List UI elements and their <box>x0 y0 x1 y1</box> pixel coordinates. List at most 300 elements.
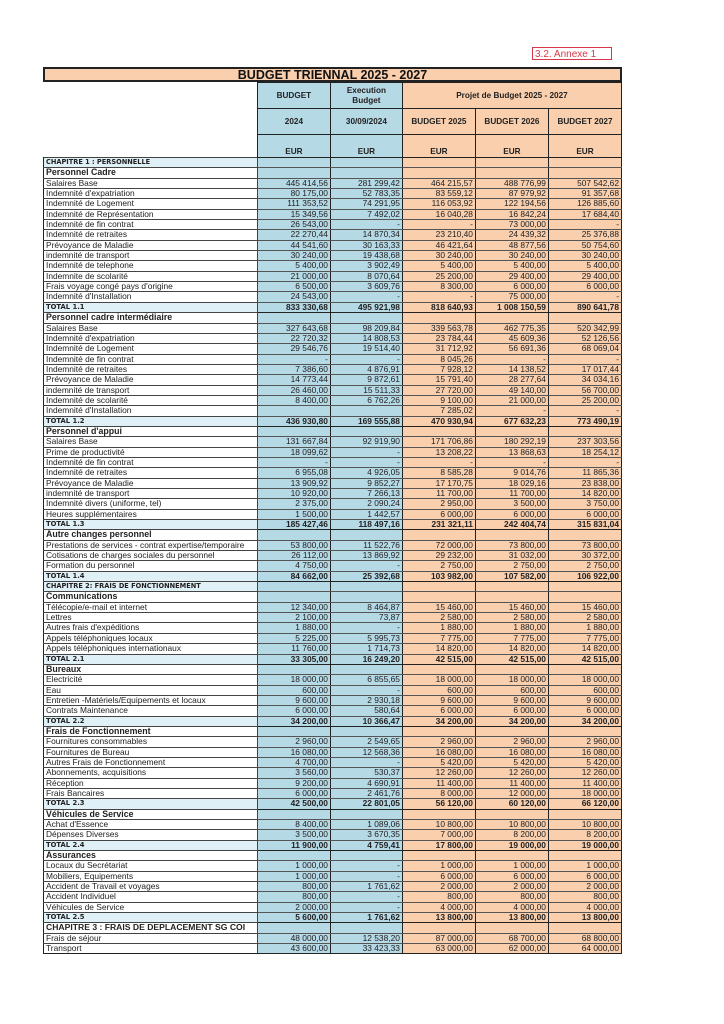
header-year-2024: 2024 <box>257 109 330 135</box>
cell-budget-2027: 1 000,00 <box>548 861 621 871</box>
cell-budget-2024: 12 340,00 <box>257 602 330 612</box>
cell-budget-2027: 773 490,19 <box>548 416 621 426</box>
row-label: TOTAL 2.3 <box>44 799 258 809</box>
cell-budget-2025: 8 300,00 <box>402 282 475 292</box>
cell-budget-2025: 231 321,11 <box>402 520 475 530</box>
row-label: TOTAL 1.3 <box>44 520 258 530</box>
cell-budget-2027: 19 000,00 <box>548 840 621 850</box>
cell-budget-2027 <box>548 809 621 819</box>
cell-budget-2025 <box>402 426 475 436</box>
cell-budget-2026: 62 000,00 <box>475 944 548 954</box>
cell-budget-2026: 75 000,00 <box>475 292 548 302</box>
cell-execution-2024: 4 690,91 <box>330 778 402 788</box>
table-row <box>44 437 622 447</box>
cell-budget-2024: 9 200,00 <box>257 778 330 788</box>
row-label: Personnel d'appui <box>44 426 258 436</box>
cell-budget-2027: 9 600,00 <box>548 695 621 705</box>
row-label: Indemnité de telephone <box>44 261 258 271</box>
cell-execution-2024: 19 438,68 <box>330 251 402 261</box>
cell-budget-2024 <box>257 851 330 861</box>
cell-execution-2024: - <box>330 561 402 571</box>
table-row <box>44 613 622 623</box>
row-label: indemnité de transport <box>44 489 258 499</box>
cell-budget-2026: - <box>475 406 548 416</box>
chapter-row <box>44 582 622 592</box>
row-label: Indemnité de retraites <box>44 230 258 240</box>
section-row <box>44 426 622 436</box>
cell-budget-2025: 23 210,40 <box>402 230 475 240</box>
cell-budget-2025: 2 750,00 <box>402 561 475 571</box>
cell-execution-2024 <box>330 809 402 819</box>
cell-budget-2024: 42 500,00 <box>257 799 330 809</box>
cell-budget-2024: 29 546,76 <box>257 344 330 354</box>
cell-budget-2027: 14 820,00 <box>548 644 621 654</box>
cell-execution-2024: - <box>330 861 402 871</box>
cell-budget-2027: - <box>548 354 621 364</box>
cell-execution-2024: 118 497,16 <box>330 520 402 530</box>
cell-execution-2024 <box>330 168 402 178</box>
row-label: TOTAL 1.1 <box>44 302 258 312</box>
cell-budget-2027: 34 034,16 <box>548 375 621 385</box>
cell-budget-2026 <box>475 592 548 602</box>
row-label: Bureaux <box>44 664 258 674</box>
cell-execution-2024 <box>330 851 402 861</box>
cell-budget-2027: 1 880,00 <box>548 623 621 633</box>
cell-budget-2025 <box>402 582 475 592</box>
cell-budget-2027 <box>548 923 621 933</box>
row-label: Prévoyance de Maladie <box>44 375 258 385</box>
table-row <box>44 882 622 892</box>
table-row <box>44 602 622 612</box>
cell-budget-2025: - <box>402 457 475 467</box>
cell-execution-2024: 2 461,76 <box>330 788 402 798</box>
row-label: Télécopie/e-mail et internet <box>44 602 258 612</box>
cell-execution-2024: 6 762,26 <box>330 395 402 405</box>
cell-budget-2025: 56 120,00 <box>402 799 475 809</box>
cell-budget-2024: 436 930,80 <box>257 416 330 426</box>
table-row <box>44 354 622 364</box>
cell-budget-2025: 42 515,00 <box>402 654 475 664</box>
chapter-row <box>44 158 622 168</box>
cell-budget-2024: 131 667,84 <box>257 437 330 447</box>
cell-execution-2024: 22 801,05 <box>330 799 402 809</box>
row-label: Indemnité d'Installation <box>44 406 258 416</box>
cell-budget-2027: 2 580,00 <box>548 613 621 623</box>
cell-budget-2024: 600,00 <box>257 685 330 695</box>
cell-budget-2024: 185 427,46 <box>257 520 330 530</box>
cell-budget-2025: 25 200,00 <box>402 271 475 281</box>
cell-budget-2027: 11 400,00 <box>548 778 621 788</box>
cell-budget-2027: 890 641,78 <box>548 302 621 312</box>
cell-budget-2025: 11 700,00 <box>402 489 475 499</box>
cell-budget-2027: 64 000,00 <box>548 944 621 954</box>
cell-budget-2024: 2 100,00 <box>257 613 330 623</box>
section-row <box>44 168 622 178</box>
row-label: Indemnité de scolarité <box>44 395 258 405</box>
cell-budget-2025: 1 880,00 <box>402 623 475 633</box>
cell-budget-2027 <box>548 582 621 592</box>
cell-budget-2027 <box>548 664 621 674</box>
cell-budget-2027 <box>548 851 621 861</box>
row-label: indemnité de transport <box>44 385 258 395</box>
table-row <box>44 468 622 478</box>
cell-budget-2027: 66 120,00 <box>548 799 621 809</box>
cell-budget-2025: 11 400,00 <box>402 778 475 788</box>
cell-budget-2025: 6 000,00 <box>402 509 475 519</box>
row-label: Autre changes personnel <box>44 530 258 540</box>
cell-budget-2026: 122 194,56 <box>475 199 548 209</box>
row-label: TOTAL 2.1 <box>44 654 258 664</box>
cell-budget-2027 <box>548 592 621 602</box>
cell-budget-2027: 13 800,00 <box>548 913 621 923</box>
cell-execution-2024: 11 522,76 <box>330 540 402 550</box>
cell-budget-2025: 1 000,00 <box>402 861 475 871</box>
total-row <box>44 913 622 923</box>
cell-budget-2027: 25 200,00 <box>548 395 621 405</box>
cell-execution-2024: 4 926,05 <box>330 468 402 478</box>
section-row <box>44 592 622 602</box>
cell-budget-2024 <box>257 592 330 602</box>
row-label: Frais de Fonctionnement <box>44 726 258 736</box>
cell-budget-2024: 26 460,00 <box>257 385 330 395</box>
row-label: Heures supplémentaires <box>44 509 258 519</box>
cell-budget-2027: 11 865,36 <box>548 468 621 478</box>
cell-budget-2025 <box>402 809 475 819</box>
table-row <box>44 261 622 271</box>
cell-execution-2024: 8 070,64 <box>330 271 402 281</box>
cell-execution-2024: - <box>330 447 402 457</box>
cell-budget-2024: 80 175,00 <box>257 189 330 199</box>
cell-budget-2026: 1 000,00 <box>475 861 548 871</box>
row-label: Indemnité d'expatriation <box>44 333 258 343</box>
cell-budget-2027: 2 000,00 <box>548 882 621 892</box>
table-row <box>44 209 622 219</box>
cell-budget-2025: 7 775,00 <box>402 633 475 643</box>
row-label: TOTAL 2.2 <box>44 716 258 726</box>
cell-budget-2027: 18 254,12 <box>548 447 621 457</box>
cell-budget-2026: 5 420,00 <box>475 757 548 767</box>
cell-budget-2024 <box>257 313 330 323</box>
cell-budget-2026 <box>475 809 548 819</box>
cell-budget-2027: 237 303,56 <box>548 437 621 447</box>
cell-budget-2024: 21 000,00 <box>257 271 330 281</box>
table-row <box>44 395 622 405</box>
cell-budget-2025: 17 800,00 <box>402 840 475 850</box>
table-row <box>44 385 622 395</box>
row-label: Frais Bancaires <box>44 788 258 798</box>
table-row <box>44 623 622 633</box>
row-label: Prévoyance de Maladie <box>44 478 258 488</box>
row-label: Prestations de services - contrat expertise/temporaire <box>44 540 258 550</box>
cell-execution-2024: 1 761,62 <box>330 913 402 923</box>
table-row <box>44 902 622 912</box>
cell-budget-2024 <box>257 426 330 436</box>
cell-budget-2025: 2 580,00 <box>402 613 475 623</box>
cell-budget-2025: 6 000,00 <box>402 871 475 881</box>
cell-budget-2026 <box>475 582 548 592</box>
cell-budget-2026: 49 140,00 <box>475 385 548 395</box>
header-blank <box>44 135 258 158</box>
cell-budget-2026: 13 868,63 <box>475 447 548 457</box>
cell-budget-2027: 29 400,00 <box>548 271 621 281</box>
cell-execution-2024: 7 266,13 <box>330 489 402 499</box>
row-label: Indemnite de scolarité <box>44 271 258 281</box>
cell-budget-2026: 6 000,00 <box>475 871 548 881</box>
cell-budget-2026: 73 800,00 <box>475 540 548 550</box>
cell-execution-2024: 15 511,33 <box>330 385 402 395</box>
cell-budget-2024: 43 600,00 <box>257 944 330 954</box>
cell-execution-2024: - <box>330 292 402 302</box>
cell-budget-2024: 1 500,00 <box>257 509 330 519</box>
cell-execution-2024: 169 555,88 <box>330 416 402 426</box>
cell-budget-2024: 24 543,00 <box>257 292 330 302</box>
header-projet: Projet de Budget 2025 - 2027 <box>402 83 621 109</box>
currency-2024: EUR <box>257 135 330 158</box>
cell-budget-2024: 800,00 <box>257 882 330 892</box>
cell-execution-2024: 12 538,20 <box>330 933 402 943</box>
cell-budget-2027: 56 700,00 <box>548 385 621 395</box>
row-label: Appels téléphoniques internationaux <box>44 644 258 654</box>
cell-budget-2026: 6 000,00 <box>475 706 548 716</box>
cell-budget-2027: 42 515,00 <box>548 654 621 664</box>
cell-budget-2025: 5 400,00 <box>402 261 475 271</box>
cell-budget-2025: 29 232,00 <box>402 551 475 561</box>
cell-budget-2026: 21 000,00 <box>475 395 548 405</box>
table-row <box>44 778 622 788</box>
table-row <box>44 406 622 416</box>
cell-budget-2027: 68 069,04 <box>548 344 621 354</box>
table-row <box>44 199 622 209</box>
row-label: indemnité de transport <box>44 251 258 261</box>
header-execution: Execution Budget <box>330 83 402 109</box>
cell-execution-2024: 1 442,57 <box>330 509 402 519</box>
cell-execution-2024: 4 876,91 <box>330 364 402 374</box>
row-label: TOTAL 2.5 <box>44 913 258 923</box>
cell-budget-2026: 9 600,00 <box>475 695 548 705</box>
cell-execution-2024: 2 930,18 <box>330 695 402 705</box>
table-row <box>44 820 622 830</box>
cell-budget-2024: 34 200,00 <box>257 716 330 726</box>
table-row <box>44 675 622 685</box>
sheet-title: BUDGET TRIENNAL 2025 - 2027 <box>43 67 622 82</box>
cell-budget-2024: 53 800,00 <box>257 540 330 550</box>
cell-budget-2024: 3 560,00 <box>257 768 330 778</box>
cell-budget-2027: 5 420,00 <box>548 757 621 767</box>
row-label: Frais voyage congé pays d'origine <box>44 282 258 292</box>
table-row <box>44 178 622 188</box>
cell-execution-2024: 1 089,06 <box>330 820 402 830</box>
cell-budget-2027: 68 800,00 <box>548 933 621 943</box>
cell-budget-2025: 6 000,00 <box>402 706 475 716</box>
section-row <box>44 851 622 861</box>
cell-execution-2024: 10 366,47 <box>330 716 402 726</box>
cell-budget-2025: 9 600,00 <box>402 695 475 705</box>
cell-budget-2027: 3 750,00 <box>548 499 621 509</box>
cell-budget-2027 <box>548 426 621 436</box>
section-row <box>44 726 622 736</box>
row-label: Indemnité d'Installation <box>44 292 258 302</box>
cell-budget-2024: 11 760,00 <box>257 644 330 654</box>
row-label: Salaires Base <box>44 178 258 188</box>
cell-budget-2027: 18 000,00 <box>548 675 621 685</box>
row-label: Salaires Base <box>44 323 258 333</box>
table-row <box>44 230 622 240</box>
cell-execution-2024 <box>330 726 402 736</box>
row-label: CHAPITRE 2: FRAIS DE FONCTIONNEMENT <box>44 582 258 592</box>
cell-budget-2026: 18 000,00 <box>475 675 548 685</box>
cell-budget-2025 <box>402 664 475 674</box>
cell-budget-2026: 15 460,00 <box>475 602 548 612</box>
cell-budget-2027: 507 542,62 <box>548 178 621 188</box>
cell-budget-2026: 2 960,00 <box>475 737 548 747</box>
cell-execution-2024: 12 568,36 <box>330 747 402 757</box>
cell-budget-2026: 7 775,00 <box>475 633 548 643</box>
cell-execution-2024: 495 921,98 <box>330 302 402 312</box>
cell-budget-2024 <box>257 582 330 592</box>
cell-budget-2025 <box>402 530 475 540</box>
cell-budget-2027: - <box>548 292 621 302</box>
header-blank <box>44 109 258 135</box>
cell-execution-2024 <box>330 313 402 323</box>
currency-2026: EUR <box>475 135 548 158</box>
cell-budget-2025: 27 720,00 <box>402 385 475 395</box>
cell-execution-2024: 5 995,73 <box>330 633 402 643</box>
cell-budget-2024: 8 400,00 <box>257 820 330 830</box>
row-label: Communications <box>44 592 258 602</box>
cell-budget-2024: 22 270,44 <box>257 230 330 240</box>
row-label: Personnel cadre intermédiaire <box>44 313 258 323</box>
cell-budget-2027 <box>548 158 621 168</box>
row-label: Indemnité de fin contrat <box>44 354 258 364</box>
cell-budget-2024: 6 955,08 <box>257 468 330 478</box>
row-label: Indemnité de fin contrat <box>44 457 258 467</box>
cell-budget-2026: 28 277,64 <box>475 375 548 385</box>
cell-execution-2024: - <box>330 871 402 881</box>
cell-budget-2024: 1 880,00 <box>257 623 330 633</box>
cell-budget-2026 <box>475 168 548 178</box>
table-row <box>44 644 622 654</box>
cell-budget-2025: 464 215,57 <box>402 178 475 188</box>
table-row <box>44 447 622 457</box>
cell-budget-2024: 13 909,92 <box>257 478 330 488</box>
cell-execution-2024: 74 291,95 <box>330 199 402 209</box>
cell-execution-2024: 9 852,27 <box>330 478 402 488</box>
cell-budget-2025: 8 000,00 <box>402 788 475 798</box>
header-budget-2026: BUDGET 2026 <box>475 109 548 135</box>
cell-budget-2024: 2 000,00 <box>257 902 330 912</box>
cell-budget-2027 <box>548 530 621 540</box>
cell-budget-2025: 10 800,00 <box>402 820 475 830</box>
total-row <box>44 302 622 312</box>
cell-budget-2026: 48 877,56 <box>475 240 548 250</box>
section-row <box>44 313 622 323</box>
cell-budget-2025: 16 040,28 <box>402 209 475 219</box>
row-label: Personnel Cadre <box>44 168 258 178</box>
cell-budget-2027: 2 750,00 <box>548 561 621 571</box>
cell-budget-2026: 6 000,00 <box>475 509 548 519</box>
cell-budget-2025: 818 640,93 <box>402 302 475 312</box>
cell-execution-2024: 8 464,87 <box>330 602 402 612</box>
cell-budget-2027: - <box>548 220 621 230</box>
cell-execution-2024 <box>330 426 402 436</box>
budget-sheet <box>43 67 622 954</box>
cell-budget-2025: 103 982,00 <box>402 571 475 581</box>
row-label: Formation du personnel <box>44 561 258 571</box>
cell-budget-2027: 23 838,00 <box>548 478 621 488</box>
cell-budget-2027: 30 372,00 <box>548 551 621 561</box>
row-label: TOTAL 1.2 <box>44 416 258 426</box>
cell-budget-2025: 23 784,44 <box>402 333 475 343</box>
row-label: Electricité <box>44 675 258 685</box>
cell-budget-2025: 87 000,00 <box>402 933 475 943</box>
cell-budget-2025: 7 285,02 <box>402 406 475 416</box>
cell-execution-2024: - <box>330 902 402 912</box>
cell-execution-2024 <box>330 923 402 933</box>
cell-budget-2025: 470 930,94 <box>402 416 475 426</box>
cell-budget-2027: 17 684,40 <box>548 209 621 219</box>
row-label: Réception <box>44 778 258 788</box>
cell-budget-2026 <box>475 664 548 674</box>
cell-budget-2027: 25 376,88 <box>548 230 621 240</box>
table-row <box>44 292 622 302</box>
cell-budget-2026: 11 400,00 <box>475 778 548 788</box>
table-row <box>44 323 622 333</box>
cell-budget-2024: 111 353,52 <box>257 199 330 209</box>
cell-execution-2024: - <box>330 457 402 467</box>
cell-budget-2026: 462 775,35 <box>475 323 548 333</box>
cell-budget-2027 <box>548 726 621 736</box>
budget-table <box>43 82 622 954</box>
cell-budget-2024 <box>257 923 330 933</box>
row-label: Accident de Travail et voyages <box>44 882 258 892</box>
row-label: Cotisations de charges sociales du personnel <box>44 551 258 561</box>
cell-budget-2026: 34 200,00 <box>475 716 548 726</box>
table-body <box>44 158 622 954</box>
cell-budget-2027: 50 754,60 <box>548 240 621 250</box>
cell-budget-2026: 180 292,19 <box>475 437 548 447</box>
cell-budget-2024: 15 349,56 <box>257 209 330 219</box>
cell-budget-2024: 48 000,00 <box>257 933 330 943</box>
total-row <box>44 416 622 426</box>
total-row <box>44 571 622 581</box>
cell-budget-2027: 126 885,60 <box>548 199 621 209</box>
header-budget-2027: BUDGET 2027 <box>548 109 621 135</box>
cell-execution-2024: 98 209,84 <box>330 323 402 333</box>
cell-budget-2026 <box>475 313 548 323</box>
cell-execution-2024: 14 870,34 <box>330 230 402 240</box>
cell-budget-2024: 4 700,00 <box>257 757 330 767</box>
cell-budget-2027: 16 080,00 <box>548 747 621 757</box>
total-row <box>44 654 622 664</box>
cell-budget-2027: 12 260,00 <box>548 768 621 778</box>
row-label: Fournitures consommables <box>44 737 258 747</box>
cell-budget-2024: - <box>257 457 330 467</box>
row-label: Assurances <box>44 851 258 861</box>
cell-budget-2026: 9 014,76 <box>475 468 548 478</box>
table-row <box>44 551 622 561</box>
cell-budget-2026: 677 632,23 <box>475 416 548 426</box>
cell-budget-2025 <box>402 158 475 168</box>
cell-budget-2026: 1 008 150,59 <box>475 302 548 312</box>
cell-budget-2024: 9 600,00 <box>257 695 330 705</box>
cell-budget-2024: 1 000,00 <box>257 861 330 871</box>
cell-budget-2024: 5 400,00 <box>257 261 330 271</box>
cell-budget-2026: 5 400,00 <box>475 261 548 271</box>
cell-budget-2026: 31 032,00 <box>475 551 548 561</box>
row-label: CHAPITRE 1 : PERSONNELLE <box>44 158 258 168</box>
cell-budget-2024 <box>257 168 330 178</box>
cell-execution-2024: 73,87 <box>330 613 402 623</box>
